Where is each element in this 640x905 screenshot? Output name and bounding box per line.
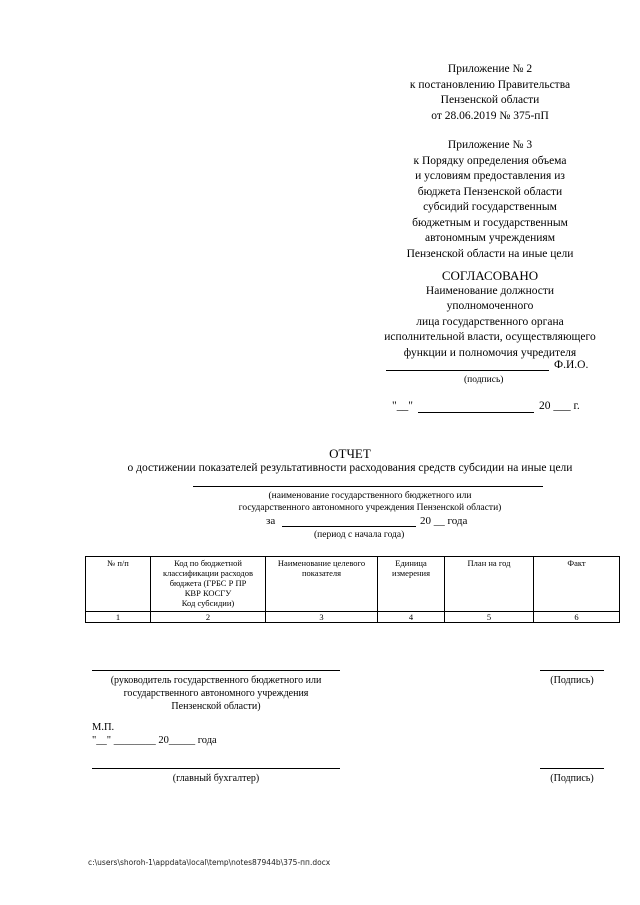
approval-block	[360, 268, 620, 361]
approval-date-line	[418, 412, 534, 413]
period-prefix: за	[266, 515, 276, 527]
file-path: c:\users\shoroh-1\appdata\local\temp\notes87944b\375-пп.docx	[88, 858, 331, 867]
head-note	[90, 674, 342, 713]
approval-signature-note: (подпись)	[464, 375, 504, 385]
approval-line: исполнительной власти, осуществляющего	[384, 331, 596, 343]
appendix-3-line: Приложение № 3	[447, 139, 533, 151]
header-text: Факт	[567, 558, 586, 568]
report-title: ОТЧЕТ	[329, 446, 371, 461]
approval-line: функции и полномочия учредителя	[403, 346, 577, 359]
institution-note-line: (наименование государственного бюджетного или	[268, 491, 472, 501]
table-header-row	[86, 557, 620, 612]
appendix-2-block	[380, 62, 600, 124]
header-text: классификации расходов	[162, 568, 254, 578]
appendix-2-line: Приложение № 2	[447, 63, 533, 75]
appendix-3-line: субсидий государственным	[423, 201, 557, 213]
report-subtitle: о достижении показателей результативности расходования средств субсидии на иные цели	[127, 462, 573, 474]
column-number: 6	[534, 612, 620, 623]
appendix-3-line: и условиям предоставления из	[415, 170, 565, 182]
accountant-signature-line	[540, 768, 604, 769]
appendix-3-line: Пензенской области на иные цели	[406, 247, 574, 260]
approval-title: СОГЛАСОВАНО	[441, 268, 539, 283]
appendix-3-line: бюджетным и государственным	[412, 216, 568, 229]
header-text: Код субсидии)	[181, 598, 235, 608]
head-note-line: Пензенской области)	[171, 701, 261, 712]
institution-name-line	[193, 486, 543, 487]
header-text: показателя	[301, 568, 342, 578]
column-number: 1	[86, 612, 151, 623]
approval-date-year: 20 ___ г.	[539, 400, 580, 412]
appendix-2-line: Пензенской области	[440, 94, 540, 106]
header-text: № п/п	[107, 558, 129, 568]
column-number: 5	[445, 612, 534, 623]
signature-date: "__" ________ 20_____ года	[92, 735, 217, 746]
appendix-2-line: к постановлению Правительства	[409, 78, 571, 91]
header-cell	[534, 557, 620, 612]
accountant-note: (главный бухгалтер)	[172, 773, 260, 784]
header-text: Единица	[395, 558, 427, 568]
approval-line: Наименование должности	[425, 284, 555, 297]
header-text: измерения	[392, 568, 430, 578]
approval-signature-line	[386, 370, 549, 371]
header-cell	[378, 557, 445, 612]
header-text: Наименование целевого	[277, 558, 366, 568]
accountant-signature-note: (Подпись)	[550, 773, 594, 784]
report-table	[85, 556, 620, 623]
appendix-3-line: автономным учреждениям	[424, 232, 556, 244]
institution-note	[160, 490, 580, 514]
period-note: (период с начала года)	[314, 530, 405, 540]
header-cell	[266, 557, 378, 612]
column-number: 4	[378, 612, 445, 623]
approval-line: лица государственного органа	[416, 315, 564, 328]
header-cell	[86, 557, 151, 612]
period-year: 20 __ года	[420, 515, 468, 527]
header-cell	[445, 557, 534, 612]
header-text: КВР КОСГУ	[184, 588, 232, 598]
approval-line: уполномоченного	[446, 300, 534, 312]
header-text: Код по бюджетной	[174, 558, 242, 568]
column-number: 3	[266, 612, 378, 623]
head-note-line: государственного автономного учреждения	[123, 688, 309, 699]
header-text: бюджета (ГРБС Р ПР	[169, 578, 247, 588]
seal-mark: М.П.	[92, 722, 115, 733]
header-text: План на год	[467, 558, 511, 568]
head-name-line	[92, 670, 340, 671]
appendix-3-block	[380, 138, 600, 262]
appendix-3-line: к Порядку определения объема	[413, 154, 567, 167]
approval-date-quote: "__"	[392, 400, 413, 412]
table-number-row	[86, 612, 620, 623]
period-line	[282, 526, 416, 527]
head-signature-note: (Подпись)	[550, 675, 594, 686]
head-signature-line	[540, 670, 604, 671]
header-cell	[151, 557, 266, 612]
approval-fio: Ф.И.О.	[554, 359, 589, 371]
appendix-2-line: от 28.06.2019 № 375-пП	[431, 109, 549, 122]
accountant-name-line	[92, 768, 340, 769]
head-note-line: (руководитель государственного бюджетного или	[110, 675, 322, 686]
column-number: 2	[151, 612, 266, 623]
appendix-3-line: бюджета Пензенской области	[417, 185, 563, 198]
institution-note-line: государственного автономного учреждения Пензенской области)	[238, 503, 502, 513]
